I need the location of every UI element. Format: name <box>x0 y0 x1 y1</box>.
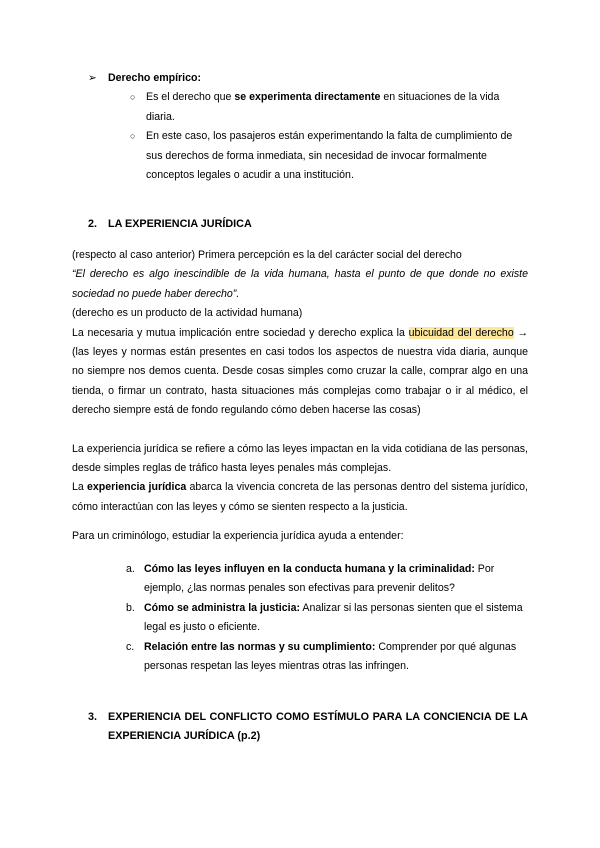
lettered-list <box>126 560 528 676</box>
paragraph: (respecto al caso anterior) Primera percepción es la del carácter social del derecho <box>72 249 462 261</box>
arrow-bullet-icon: ➢ <box>88 72 97 84</box>
sub-bullet-2: ○ En este caso, los pasajeros están experimentando la falta de cumplimiento de sus derechos de forma inmediata, sin necesidad de invocar formalmente conceptos legales o acudir a una institución. <box>130 127 528 185</box>
section-heading-3: 3. EXPERIENCIA DEL CONFLICTO COMO ESTÍMULO PARA LA CONCIENCIA DE LA EXPERIENCIA JURÍDICA (p.2) <box>88 711 528 743</box>
circle-bullet-icon: ○ <box>130 92 136 103</box>
heading-derecho-empirico: Derecho empírico: <box>108 72 202 84</box>
paragraph: La experiencia jurídica abarca la vivencia concreta de las personas dentro del sistema jurídico, cómo interactúan con las leyes y cómo se sienten respecto a la justicia. <box>72 481 528 513</box>
section-derecho-empirico <box>88 69 528 185</box>
list-item: a. Cómo las leyes influyen en la conducta humana y la criminalidad: Por ejemplo, ¿las normas penales son efectivas para prevenir delitos? <box>126 563 495 595</box>
paragraph: La necesaria y mutua implicación entre sociedad y derecho explica la ubicuidad del derecho → (las leyes y normas están presentes en casi todos los aspectos de nuestra vida diaria, aunque no siempre nos demos cuenta. Desde cosas simples como cruzar la calle, comprar algo en una tienda, o firmar un contrato, hasta situaciones más complejas como trabajar o ir al médico, el derecho siempre está de fondo regulando cómo deben hacerse las cosas) <box>72 326 528 417</box>
paragraph: La experiencia jurídica se refiere a cómo las leyes impactan en la vida cotidiana de las personas, desde simples reglas de tráfico hasta leyes penales más complejas. <box>72 442 528 475</box>
quote: “El derecho es algo inescindible de la vida humana, hasta el punto de que donde no existe sociedad no puede haber derecho”. <box>72 268 528 300</box>
sub-bullet-1: ○ Es el derecho que se experimenta directamente en situaciones de la vida diaria. <box>130 88 528 127</box>
paragraph: (derecho es un producto de la actividad humana) <box>72 307 303 320</box>
bullet-heading <box>88 69 528 88</box>
section-heading-2: 2. LA EXPERIENCIA JURÍDICA <box>88 218 252 230</box>
highlighted-text: ubicuidad del derecho <box>408 326 514 339</box>
paragraph: Para un criminólogo, estudiar la experiencia jurídica ayuda a entender: <box>72 530 404 543</box>
list-item: b. Cómo se administra la justicia: Analizar si las personas sienten que el sistema legal es justo o eficiente. <box>126 601 523 634</box>
section-2-body <box>72 246 528 547</box>
list-item: c. Relación entre las normas y su cumplimiento: Comprender por qué algunas personas respetan las leyes mientras otras las infringen. <box>126 640 517 673</box>
circle-bullet-icon: ○ <box>130 131 136 142</box>
